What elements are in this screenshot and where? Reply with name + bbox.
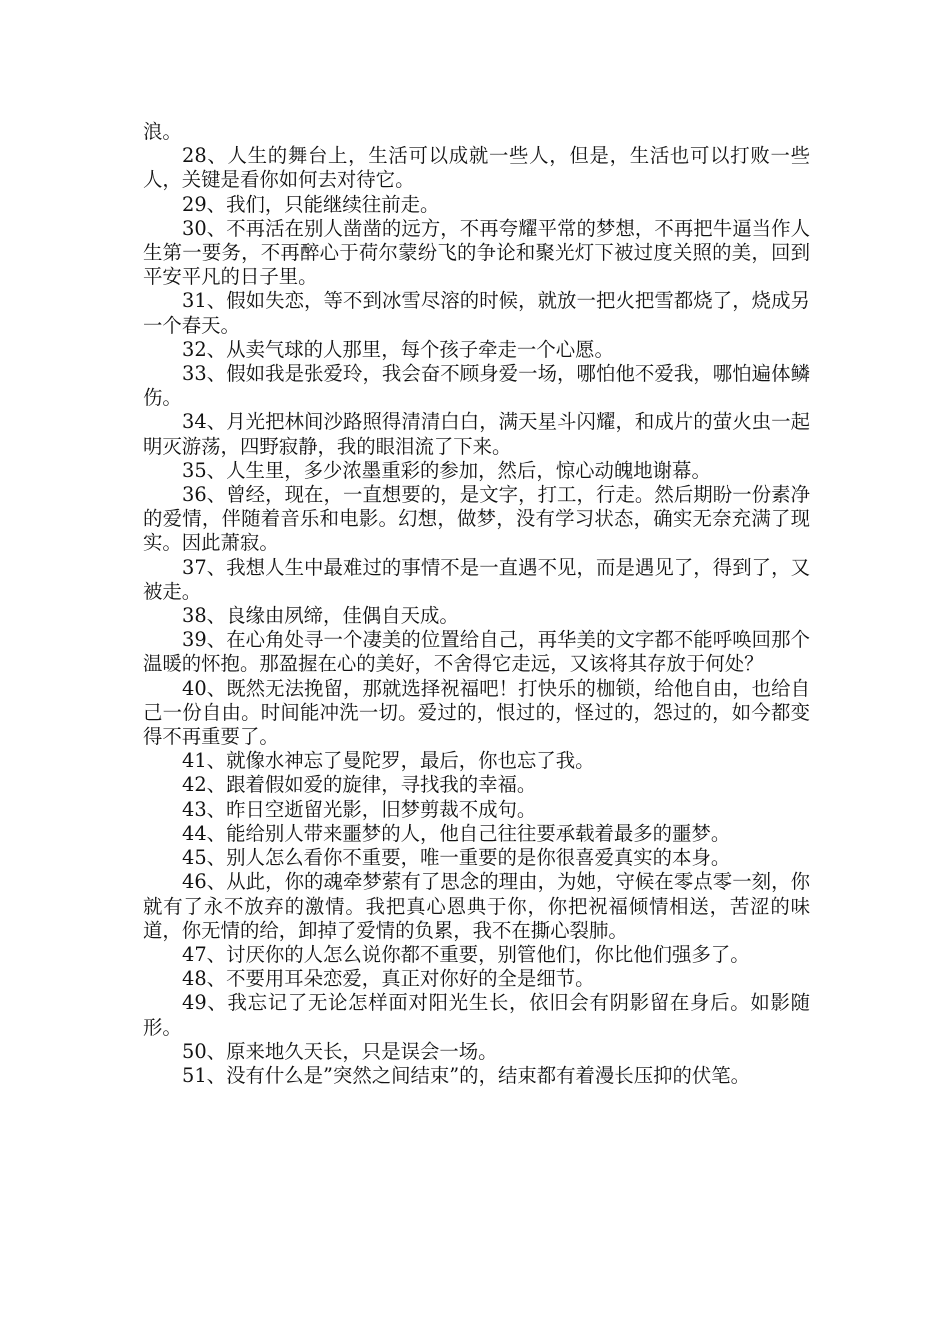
paragraph-31: 31、假如失恋，等不到冰雪尽溶的时候，就放一把火把雪都烧了，烧成另一个春天。 — [143, 289, 810, 337]
paragraph-44: 44、能给别人带来噩梦的人，他自己往往要承载着最多的噩梦。 — [182, 821, 731, 845]
paragraph-41: 41、就像水神忘了曼陀罗，最后，你也忘了我。 — [182, 749, 595, 773]
paragraph-37: 37、我想人生中最难过的事情不是一直遇不见，而是遇见了，得到了，又被走。 — [143, 555, 810, 603]
paragraph-47: 47、讨厌你的人怎么说你都不重要，别管他们，你比他们强多了。 — [182, 942, 750, 966]
paragraph-42: 42、跟着假如爱的旋律，寻找我的幸福。 — [182, 773, 537, 797]
paragraph-35: 35、人生里，多少浓墨重彩的参加，然后，惊心动魄地谢幕。 — [182, 458, 711, 482]
paragraph-34: 34、月光把林间沙路照得清清白白，满天星斗闪耀，和成片的萤火虫一起明灭游荡，四野寂静，我的眼泪流了下来。 — [143, 410, 810, 458]
paragraph-48: 48、不要用耳朵恋爱，真正对你好的全是细节。 — [182, 967, 595, 991]
paragraph-45: 45、别人怎么看你不重要，唯一重要的是你很喜爱真实的本身。 — [182, 846, 731, 870]
paragraph-29: 29、我们，只能继续往前走。 — [182, 192, 440, 216]
paragraph-continuation: 浪。 — [143, 120, 182, 143]
paragraph-33: 33、假如我是张爱玲，我会奋不顾身爱一场，哪怕他不爱我，哪怕遍体鳞伤。 — [143, 362, 810, 410]
document-body — [143, 120, 810, 1088]
paragraph-30: 30、不再活在别人凿凿的远方，不再夸耀平常的梦想，不再把牛逼当作人生第一要务，不再醉心于荷尔蒙纷飞的争论和聚光灯下被过度关照的美，回到平安平凡的日子里。 — [143, 216, 810, 289]
paragraph-32: 32、从卖气球的人那里，每个孩子牵走一个心愿。 — [182, 337, 614, 361]
paragraph-36: 36、曾经，现在，一直想要的，是文字，打工，行走。然后期盼一份素净的爱情，伴随着音乐和电影。幻想，做梦，没有学习状态，确实无奈充满了现实。因此萧寂。 — [143, 483, 810, 555]
paragraph-49: 49、我忘记了无论怎样面对阳光生长，依旧会有阴影留在身后。如影随形。 — [143, 991, 810, 1039]
paragraph-38: 38、良缘由夙缔，佳偶自天成。 — [182, 604, 459, 628]
paragraph-39: 39、在心角处寻一个凄美的位置给自己，再华美的文字都不能呼唤回那个温暖的怀抱。那盈握在心的美好，不舍得它走远，又该将其存放于何处？ — [143, 628, 810, 676]
paragraph-46: 46、从此，你的魂牵梦萦有了思念的理由，为她，守候在零点零一刻，你就有了永不放弃的激情。我把真心恩典于你，你把祝福倾情相送，苦涩的味道，你无情的给，卸掉了爱情的负累，我不在撕心裂肺。 — [143, 870, 810, 942]
paragraph-51: 51、没有什么是”突然之间结束”的，结束都有着漫长压抑的伏笔。 — [182, 1063, 751, 1087]
paragraph-43: 43、昨日空逝留光影，旧梦剪裁不成句。 — [182, 797, 537, 821]
paragraph-28: 28、人生的舞台上，生活可以成就一些人，但是，生活也可以打败一些人，关键是看你如何去对待它。 — [143, 144, 810, 192]
paragraph-50: 50、原来地久天长，只是误会一场。 — [182, 1039, 498, 1063]
paragraph-40: 40、既然无法挽留，那就选择祝福吧！打快乐的枷锁，给他自由，也给自己一份自由。时间能冲洗一切。爱过的，恨过的，怪过的，怨过的，如今都变得不再重要了。 — [143, 676, 810, 749]
